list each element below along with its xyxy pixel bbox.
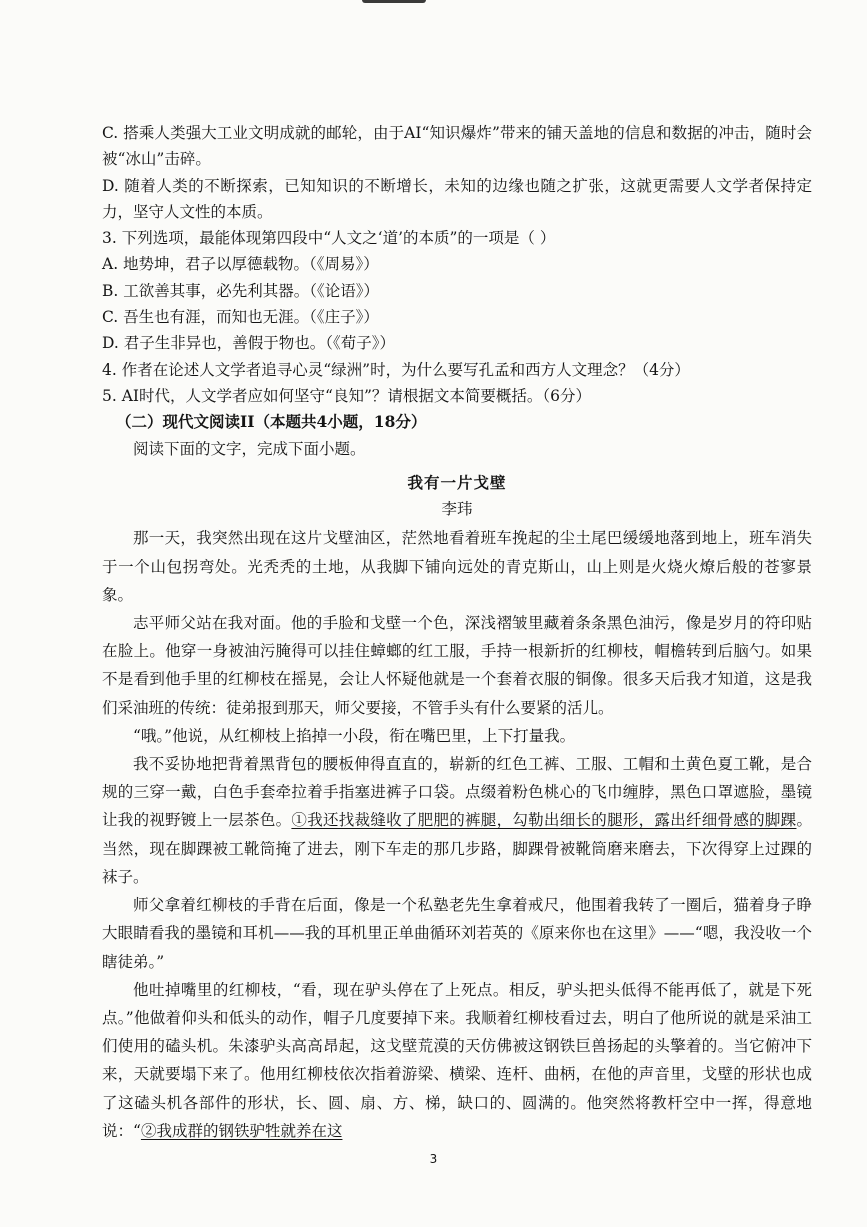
page-number: 3: [429, 1152, 438, 1166]
exam-page: [102, 120, 812, 1145]
question-3-option-b: B. 工欲善其事，必先利其器。（《论语》）: [102, 281, 379, 300]
passage-paragraph-3: “哦。”他说，从红柳枝上掐掉一小段，衔在嘴巴里，上下打量我。: [133, 726, 576, 745]
passage-paragraph-6: [102, 976, 812, 1145]
scan-edge-mark: [362, 0, 426, 3]
paragraph-6-text-start: 他吐掉嘴里的红柳枝，“看，现在驴头停在了上死点。相反，驴头把头低得不能再低了，就是下死点。”他做着仰头和低头的动作，帽子几度要掉下来。我顺着红柳枝看过去，明白了他所说的就是采油工们使用的磕头机。朱漆驴头高高昂起，这戈壁荒漠的天仿佛被这钢铁巨兽扬起的头擎着的。当它俯冲下来，天就要塌下来了。他用红柳枝依次指着游梁、横梁、连杆、曲柄，在他的声音里，戈壁的形状也成了这磕头机各部件的形状，长、圆、扇、方、梯，缺口的、圆满的。他突然将教杆空中一挥，得意地说：“: [102, 980, 812, 1140]
question-5: 5. AI时代，人文学者应如何坚守“良知”？请根据文本简要概括。（6分）: [102, 386, 591, 405]
passage-paragraph-1: 那一天，我突然出现在这片戈壁油区，茫然地看着班车挽起的尘土尾巴缓缓地落到地上，班车消失于一个山包拐弯处。光秃秃的土地，从我脚下铺向远处的青克斯山，山上则是火烧火燎后般的苍寥景象。: [102, 529, 812, 604]
reading-passage: [102, 470, 812, 1145]
paragraph-4-text-end: 。当然，现在脚踝被工靴筒掩了进去，刚下车走的那几步路，脚踝骨被靴筒磨来磨去，下次得穿上过踝的袜子。: [102, 811, 812, 886]
underlined-sentence-2: ②我成群的钢铁驴牲就养在这: [140, 1121, 343, 1140]
underlined-sentence-1: ①我还找裁缝收了肥肥的裤腿，勾勒出细长的腿形，露出纤细骨感的脚踝: [291, 811, 797, 830]
passage-paragraph-2: 志平师父站在我对面。他的手脸和戈壁一个色，深浅褶皱里藏着条条黑色油污，像是岁月的符印贴在脸上。他穿一身被油污腌得可以挂住蟑螂的红工服，手持一根新折的红柳枝，帽檐转到后脑勺。如果不是看到他手里的红柳枝在摇晃，会让人怀疑他就是一个套着衣服的铜像。很多天后我才知道，这是我们采油班的传统：徒弟报到那天，师父要接，不管手头有什么要紧的活儿。: [102, 614, 812, 717]
question-3-option-a: A. 地势坤，君子以厚德载物。（《周易》）: [102, 255, 379, 274]
paragraph-4-text-start: 我不妥协地把背着黑背包的腰板伸得直直的，崭新的红色工裤、工服、工帽和土黄色夏工靴，是合规的三穿一戴，白色手套牵拉着手指塞进裤子口袋。点缀着粉色桃心的飞巾缠脖，黑色口罩遮脸，墨镜让我的视野镀上一层茶色。: [102, 755, 812, 830]
passage-title: 我有一片戈壁: [407, 472, 507, 492]
question-3-option-d: D. 君子生非异也，善假于物也。（《荀子》）: [102, 334, 395, 353]
question-4: 4. 作者在论述人文学者追寻心灵“绿洲”时，为什么要写孔孟和西方人文理念？（4分）: [102, 360, 690, 379]
question-3-option-c: C. 吾生也有涯，而知也无涯。（《庄子》）: [102, 308, 379, 327]
section-heading: （二）现代文阅读II（本题共4小题，18分）: [116, 412, 427, 432]
passage-paragraph-4: [102, 750, 812, 891]
question-2-option-c: C. 搭乘人类强大工业文明成就的邮轮，由于AI“知识爆炸”带来的铺天盖地的信息和数据的冲击，随时会被“冰山”击碎。: [102, 124, 812, 169]
question-2-option-d: D. 随着人类的不断探索，已知知识的不断增长，未知的边缘也随之扩张，这就更需要人文学者保持定力，坚守人文性的本质。: [102, 176, 812, 221]
question-3-stem: 3. 下列选项，最能体现第四段中“人文之‘道’的本质”的一项是（ ）: [102, 229, 556, 248]
section-instruction: 阅读下面的文字，完成下面小题。: [133, 439, 366, 458]
passage-paragraph-5: 师父拿着红柳枝的手背在后面，像是一个私塾老先生拿着戒尺，他围着我转了一圈后，猫着身子睁大眼睛看我的墨镜和耳机——我的耳机里正单曲循环刘若英的《原来你也在这里》——“嗯，我没收一个瞎徒弟。”: [102, 896, 812, 971]
passage-author: 李玮: [441, 500, 473, 519]
